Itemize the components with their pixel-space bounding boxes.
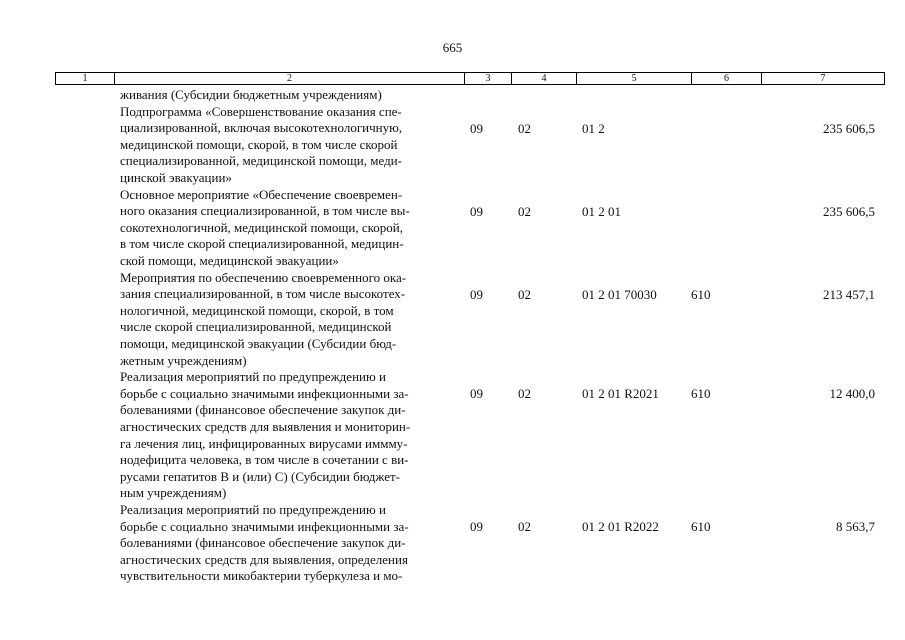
row-description: [120, 104, 456, 187]
row-c5-value: 01 2 01 R2022: [582, 518, 659, 534]
column-header-4: 4: [512, 73, 577, 85]
table-row: [0, 187, 905, 270]
column-header-6: 6: [692, 73, 762, 85]
row-c6-value: 610: [691, 286, 711, 302]
row-c7-value: 8 563,7: [836, 518, 875, 534]
row-description-line: цинской эвакуации»: [120, 169, 232, 185]
row-description-line: ного оказания специализированной, в том числе вы-: [120, 203, 410, 219]
row-c6-value: 610: [691, 386, 711, 402]
row-c5-value: 01 2 01 R2021: [582, 386, 659, 402]
row-description-line: борьбе с социально значимыми инфекционными за-: [120, 518, 409, 534]
column-header-5: 5: [577, 73, 692, 85]
row-description-line: болеваниями (финансовое обеспечение закупок ди-: [120, 535, 406, 551]
row-c4-value: 02: [518, 286, 531, 302]
row-description-line: Основное мероприятие «Обеспечение своевремен-: [120, 186, 403, 202]
row-description-line: числе скорой специализированной, медицинской: [120, 319, 392, 335]
row-description: [120, 270, 456, 370]
row-description-line: медицинской помощи, скорой, в том числе скорой: [120, 136, 398, 152]
row-c3-value: 09: [470, 120, 483, 136]
row-description-line: агностических средств для выявления и мониторин-: [120, 418, 411, 434]
row-description-line: Подпрограмма «Совершенствование оказания спе-: [120, 103, 402, 119]
row-c7-value: 235 606,5: [823, 120, 875, 136]
column-header-row: [56, 73, 885, 85]
row-description-line: живания (Субсидии бюджетным учреждениям): [120, 87, 382, 102]
row-description-line: циализированной, включая высокотехнологичную,: [120, 120, 403, 136]
row-c7-value: 213 457,1: [823, 286, 875, 302]
row-c4-value: 02: [518, 386, 531, 402]
row-description-line: Мероприятия по обеспечению своевременного ока-: [120, 269, 407, 285]
column-header-1: 1: [56, 73, 115, 85]
row-description-line: нодефицита человека, в том числе в сочетании с ви-: [120, 452, 409, 468]
table-row: [0, 270, 905, 370]
row-c3-value: 09: [470, 386, 483, 402]
row-c7-value: 12 400,0: [829, 386, 875, 402]
table-row: [0, 369, 905, 502]
row-description-line: жетным учреждениям): [120, 352, 247, 368]
row-c4-value: 02: [518, 518, 531, 534]
page-number: 665: [442, 40, 463, 55]
row-description-line: Реализация мероприятий по предупреждению и: [120, 501, 386, 517]
row-description-line: помощи, медицинской эвакуации (Субсидии бюд-: [120, 335, 397, 351]
row-description-line: борьбе с социально значимыми инфекционными за-: [120, 385, 409, 401]
column-header-3: 3: [465, 73, 512, 85]
row-c6-value: 610: [691, 518, 711, 534]
row-description: [120, 187, 456, 270]
row-c3-value: 09: [470, 203, 483, 219]
row-description-line: болеваниями (финансовое обеспечение закупок ди-: [120, 402, 406, 418]
row-description-line: нологичной, медицинской помощи, скорой, в том: [120, 302, 394, 318]
column-header-2: 2: [115, 73, 465, 85]
row-description-line: ным учреждениям): [120, 485, 227, 501]
row-description-line: Реализация мероприятий по предупреждению и: [120, 369, 386, 385]
row-description-line: зания специализированной, в том числе высокотех-: [120, 286, 406, 302]
row-description-line: в том числе скорой специализированной, медицин-: [120, 236, 404, 252]
row-c3-value: 09: [470, 518, 483, 534]
row-description-line: ской помощи, медицинской эвакуации»: [120, 252, 339, 268]
row-c5-value: 01 2 01: [582, 203, 621, 219]
table-row: [0, 502, 905, 585]
budget-table-body: [0, 87, 905, 585]
row-c3-value: 09: [470, 286, 483, 302]
row-c7-value: 235 606,5: [823, 203, 875, 219]
row-c5-value: 01 2: [582, 120, 605, 136]
row-c4-value: 02: [518, 203, 531, 219]
column-header-table: [55, 72, 885, 85]
table-row: [0, 104, 905, 187]
row-c4-value: 02: [518, 120, 531, 136]
row-c5-value: 01 2 01 70030: [582, 286, 657, 302]
table-row: [0, 87, 905, 104]
row-description: [120, 369, 456, 502]
row-description-line: русами гепатитов B и (или) C) (Субсидии бюджет-: [120, 468, 401, 484]
row-description: [120, 502, 456, 585]
row-description-line: чувствительности микобактерии туберкулеза и мо-: [120, 568, 403, 584]
row-description-line: сокотехнологичной, медицинской помощи, скорой,: [120, 219, 403, 235]
row-description: [120, 87, 456, 104]
row-description-line: га лечения лиц, инфицированных вирусами иммму-: [120, 435, 408, 451]
column-header-7: 7: [762, 73, 885, 85]
row-description-line: специализированной, медицинской помощи, меди-: [120, 153, 402, 169]
row-description-line: агностических средств для выявления, определения: [120, 551, 408, 567]
